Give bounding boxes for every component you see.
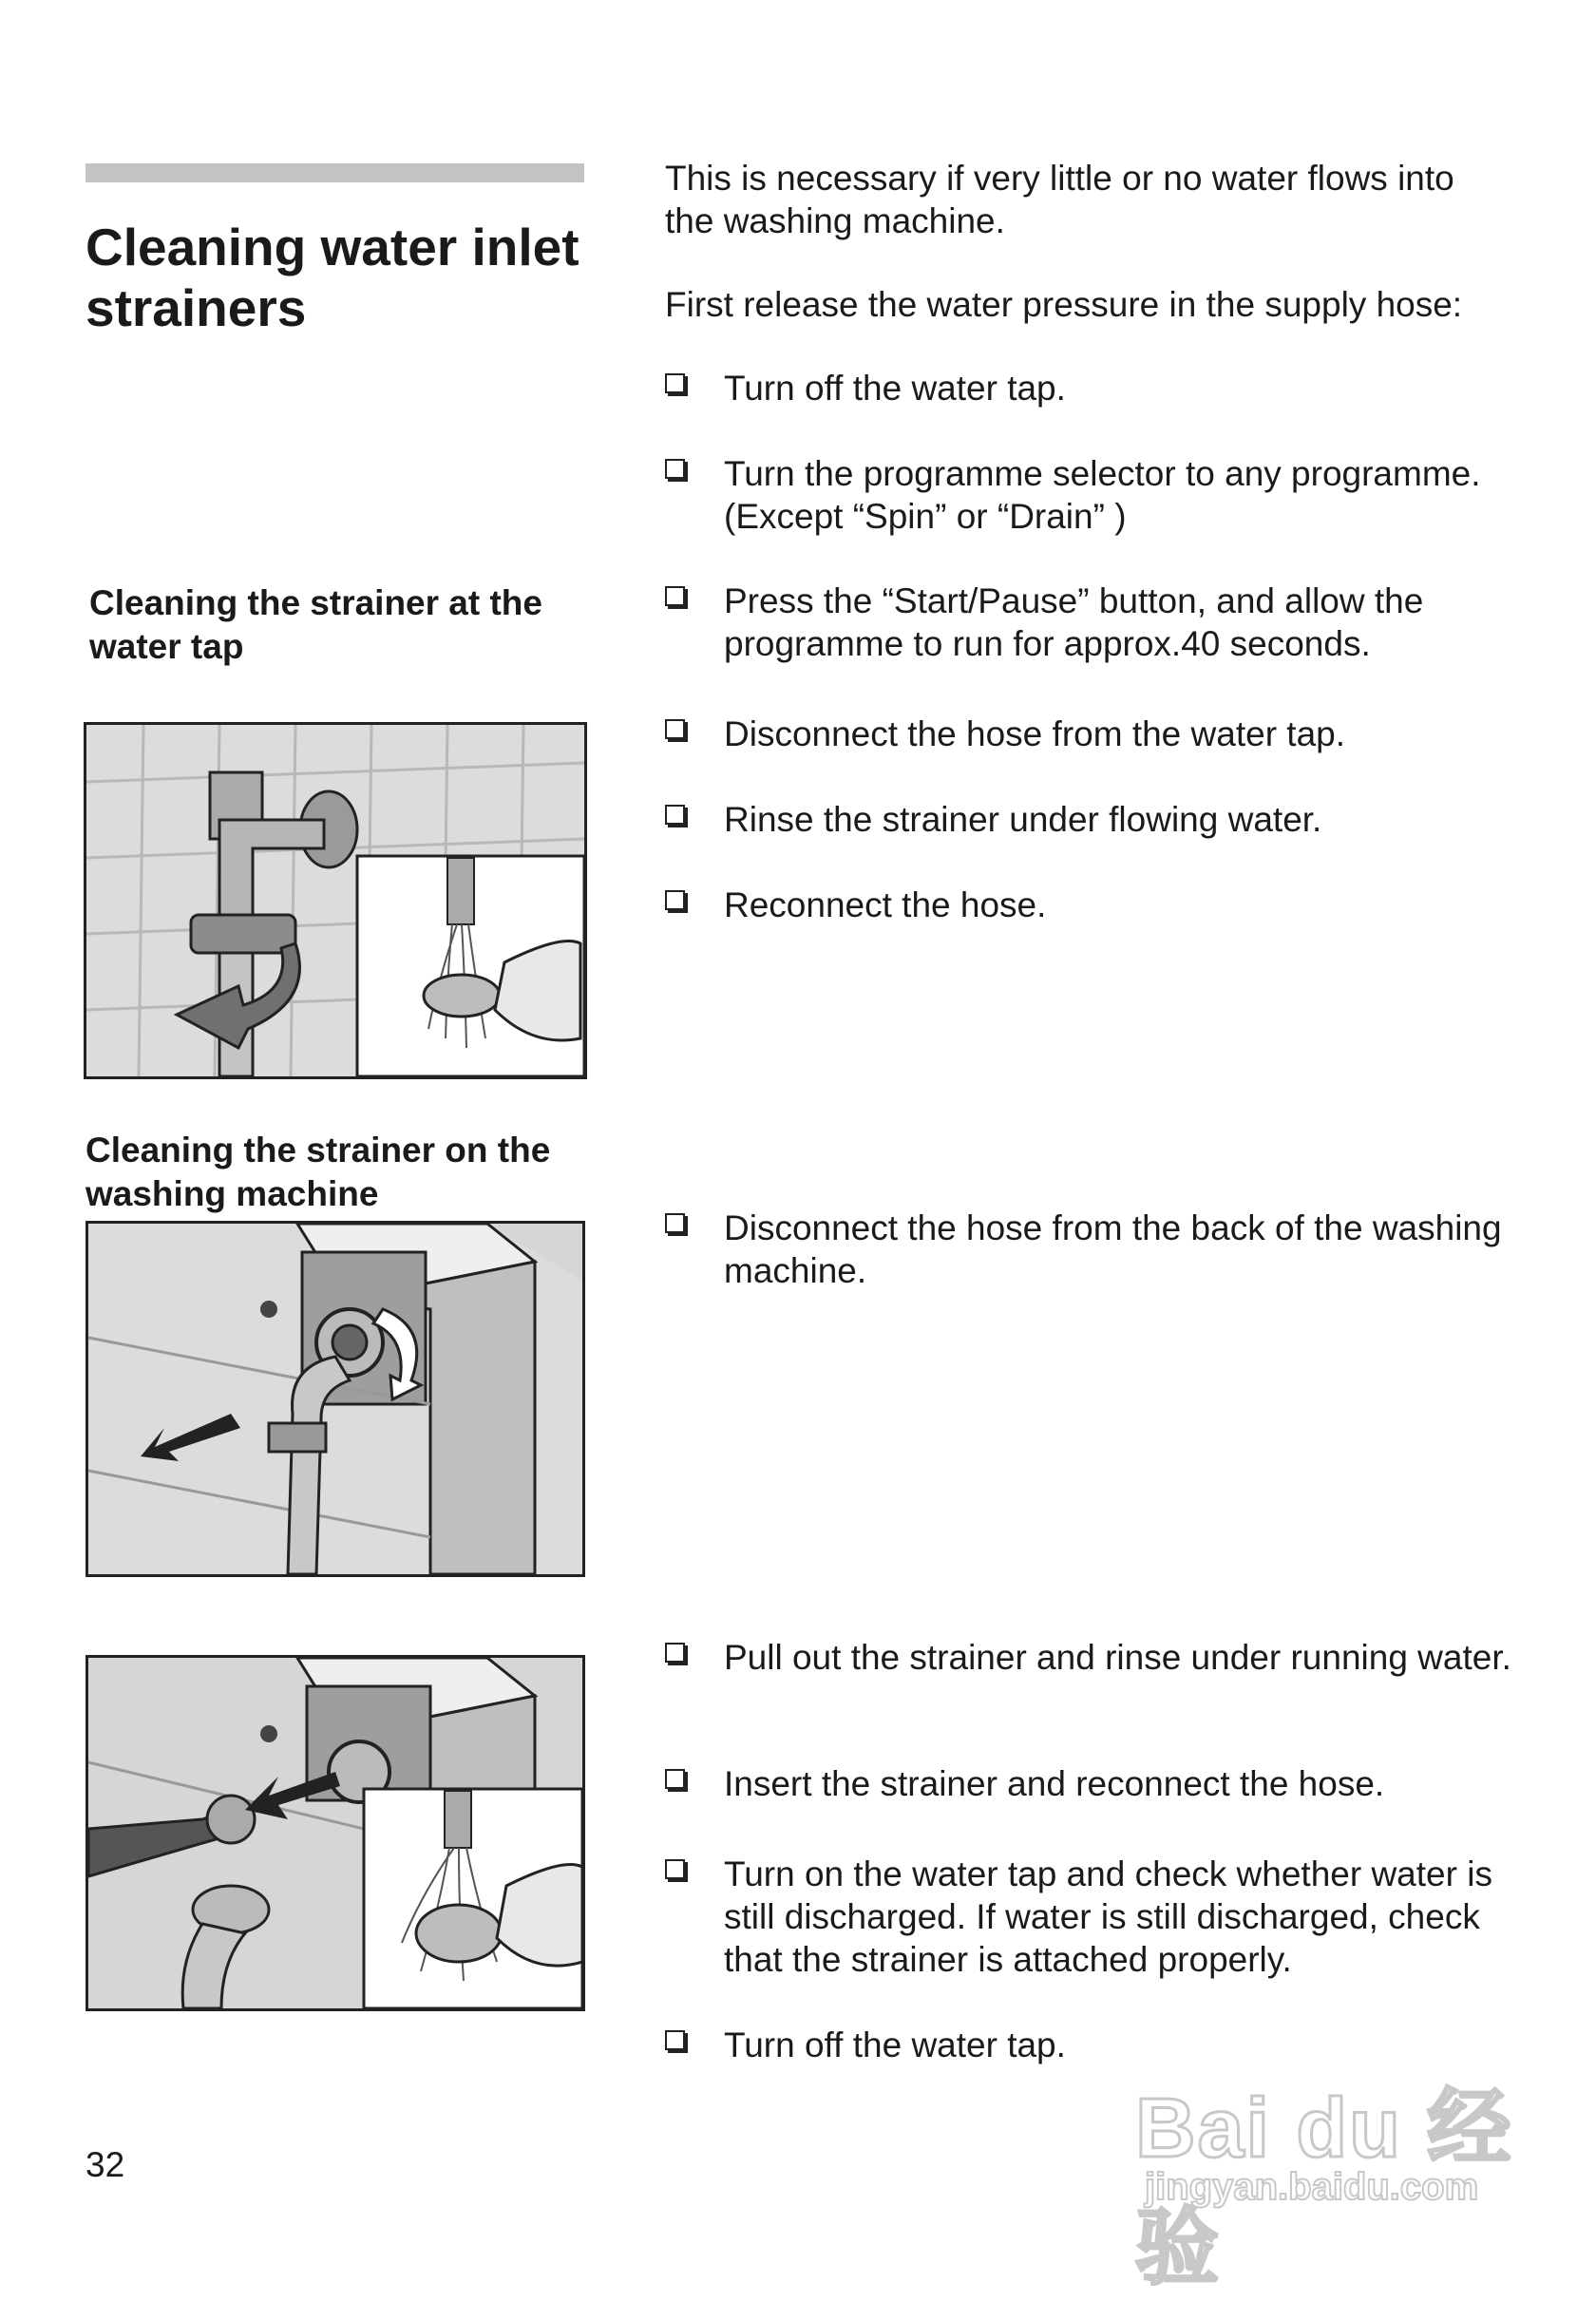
section-heading-machine: Cleaning the strainer on the washing machine xyxy=(86,1131,551,1213)
machine-hose-illustration xyxy=(86,1221,585,1577)
step-turn-off-tap-final: Turn off the water tap. xyxy=(665,2024,1568,2066)
checkbox-bullet-icon xyxy=(665,890,685,910)
checkbox-bullet-icon xyxy=(665,1859,685,1879)
step-check-discharge: Turn on the water tap and check whether water is still discharged. If water is still discharged, check that the strainer is attached properly. xyxy=(665,1853,1539,1981)
watermark-url: jingyan.baidu.com xyxy=(1145,2166,1479,2208)
step-reconnect-hose: Reconnect the hose. xyxy=(665,884,1568,926)
strainer-removal-illustration xyxy=(86,1655,585,2011)
checkbox-bullet-icon xyxy=(665,719,685,739)
step-start-pause: Press the “Start/Pause” button, and allow the programme to run for approx.40 seconds. xyxy=(665,580,1568,665)
step-disconnect-machine: Disconnect the hose from the back of the washing machine. xyxy=(665,1207,1568,1292)
watermark-brand: Bai du 经验 xyxy=(1135,2081,1513,2294)
step-insert-strainer: Insert the strainer and reconnect the hose. xyxy=(665,1762,1568,1805)
page-title: Cleaning water inlet strainers xyxy=(86,218,580,337)
section-heading-tap: Cleaning the strainer at the water tap xyxy=(89,583,542,666)
baidu-watermark xyxy=(1126,2024,1525,2294)
checkbox-bullet-icon xyxy=(665,586,685,606)
checkbox-bullet-icon xyxy=(665,1769,685,1789)
checkbox-bullet-icon xyxy=(665,1213,685,1233)
intro-paragraph-1: This is necessary if very little or no water flows into the washing machine. xyxy=(665,159,1454,240)
intro-paragraph-2: First release the water pressure in the supply hose: xyxy=(665,285,1463,324)
page-number: 32 xyxy=(86,2145,125,2184)
title-rule xyxy=(86,163,584,182)
checkbox-bullet-icon xyxy=(665,805,685,825)
step-turn-off-tap: Turn off the water tap. xyxy=(665,367,1568,409)
step-pull-out-strainer: Pull out the strainer and rinse under running water. xyxy=(665,1636,1568,1679)
step-rinse-strainer: Rinse the strainer under flowing water. xyxy=(665,798,1568,841)
checkbox-bullet-icon xyxy=(665,1643,685,1663)
checkbox-bullet-icon xyxy=(665,2030,685,2050)
checkbox-bullet-icon xyxy=(665,459,685,479)
checkbox-bullet-icon xyxy=(665,373,685,393)
step-disconnect-tap: Disconnect the hose from the water tap. xyxy=(665,713,1568,755)
tap-strainer-illustration xyxy=(84,722,587,1079)
step-programme-selector: Turn the programme selector to any programme. (Except “Spin” or “Drain” ) xyxy=(665,452,1568,538)
